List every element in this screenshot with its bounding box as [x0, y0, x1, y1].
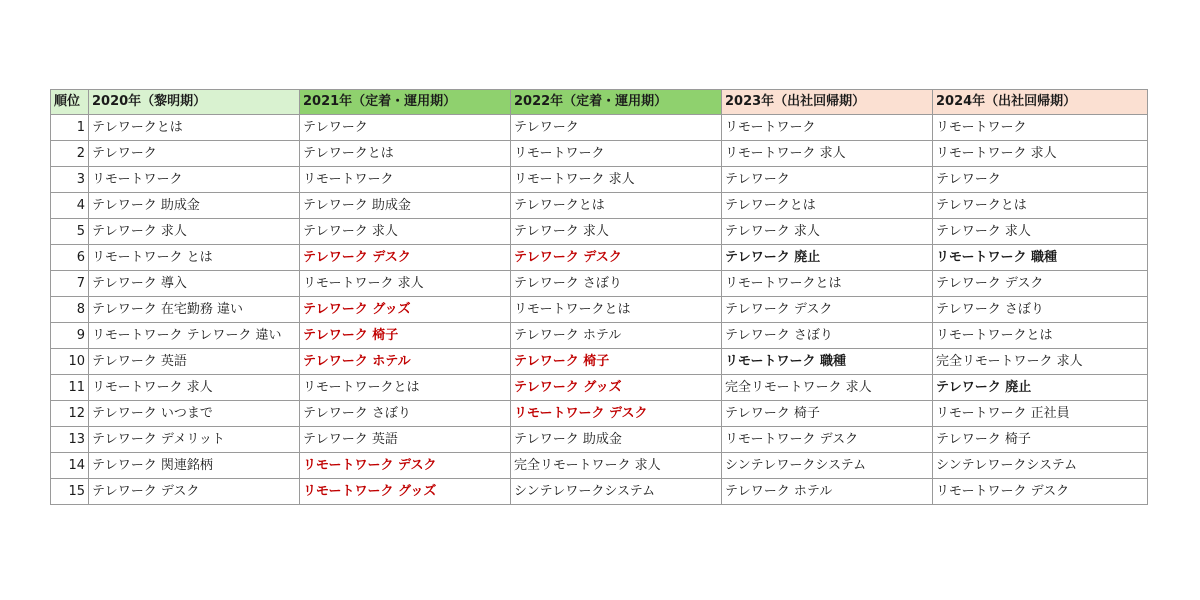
keyword-cell: テレワーク 助成金	[511, 427, 722, 453]
keyword-cell: 完全リモートワーク 求人	[933, 349, 1148, 375]
year-header-2023: 2023年（出社回帰期）	[722, 90, 933, 115]
table-row	[51, 219, 1148, 245]
keyword-cell: テレワーク グッズ	[300, 297, 511, 323]
keyword-cell: テレワーク 椅子	[511, 349, 722, 375]
keyword-cell: テレワーク さぼり	[933, 297, 1148, 323]
table-row	[51, 479, 1148, 505]
keyword-cell: テレワーク 廃止	[722, 245, 933, 271]
keyword-cell: テレワーク 英語	[89, 349, 300, 375]
keyword-cell: テレワーク ホテル	[300, 349, 511, 375]
table-row	[51, 271, 1148, 297]
keyword-cell: リモートワーク 求人	[300, 271, 511, 297]
rank-cell: 9	[51, 323, 89, 349]
keyword-cell: テレワーク デスク	[933, 271, 1148, 297]
keyword-cell: テレワーク 求人	[300, 219, 511, 245]
keyword-cell: テレワーク デスク	[722, 297, 933, 323]
keyword-cell: リモートワーク 職種	[722, 349, 933, 375]
rank-cell: 5	[51, 219, 89, 245]
keyword-cell: リモートワーク 正社員	[933, 401, 1148, 427]
year-header-2022: 2022年（定着・運用期）	[511, 90, 722, 115]
keyword-cell: テレワーク	[933, 167, 1148, 193]
keyword-cell: リモートワーク デスク	[300, 453, 511, 479]
keyword-cell: リモートワークとは	[933, 323, 1148, 349]
table-row	[51, 167, 1148, 193]
year-header-2021: 2021年（定着・運用期）	[300, 90, 511, 115]
keyword-cell: テレワーク デスク	[300, 245, 511, 271]
keyword-cell: テレワークとは	[933, 193, 1148, 219]
keyword-cell: リモートワークとは	[722, 271, 933, 297]
keyword-cell: 完全リモートワーク 求人	[722, 375, 933, 401]
keyword-cell: リモートワークとは	[300, 375, 511, 401]
keyword-cell: リモートワーク テレワーク 違い	[89, 323, 300, 349]
keyword-cell: テレワーク グッズ	[511, 375, 722, 401]
keyword-cell: テレワーク デメリット	[89, 427, 300, 453]
keyword-cell: テレワーク 関連銘柄	[89, 453, 300, 479]
keyword-cell: テレワーク デスク	[89, 479, 300, 505]
table-row	[51, 141, 1148, 167]
table-body	[51, 115, 1148, 505]
keyword-cell: リモートワーク 職種	[933, 245, 1148, 271]
keyword-cell: テレワーク いつまで	[89, 401, 300, 427]
keyword-cell: リモートワーク	[89, 167, 300, 193]
rank-cell: 7	[51, 271, 89, 297]
rank-cell: 12	[51, 401, 89, 427]
keyword-cell: テレワーク	[511, 115, 722, 141]
year-header-2020: 2020年（黎明期）	[89, 90, 300, 115]
keyword-cell: リモートワーク	[722, 115, 933, 141]
keyword-cell: テレワーク 求人	[722, 219, 933, 245]
rank-cell: 11	[51, 375, 89, 401]
keyword-cell: テレワーク 椅子	[722, 401, 933, 427]
table-row	[51, 427, 1148, 453]
keyword-cell: リモートワーク とは	[89, 245, 300, 271]
keyword-cell: テレワーク ホテル	[722, 479, 933, 505]
keyword-cell: テレワーク 助成金	[300, 193, 511, 219]
keyword-cell: リモートワーク デスク	[511, 401, 722, 427]
keyword-cell: リモートワーク	[511, 141, 722, 167]
keyword-cell: テレワーク 椅子	[933, 427, 1148, 453]
table-row	[51, 401, 1148, 427]
keyword-cell: テレワーク さぼり	[722, 323, 933, 349]
rank-cell: 10	[51, 349, 89, 375]
keyword-cell: テレワーク デスク	[511, 245, 722, 271]
table-row	[51, 115, 1148, 141]
keyword-cell: リモートワーク	[933, 115, 1148, 141]
table-row	[51, 349, 1148, 375]
keyword-cell: テレワーク 求人	[89, 219, 300, 245]
keyword-cell: テレワーク ホテル	[511, 323, 722, 349]
rank-cell: 2	[51, 141, 89, 167]
keyword-cell: テレワーク 助成金	[89, 193, 300, 219]
rank-cell: 13	[51, 427, 89, 453]
header-row	[51, 90, 1148, 115]
keyword-cell: リモートワーク 求人	[511, 167, 722, 193]
keyword-cell: テレワーク	[300, 115, 511, 141]
keyword-cell: テレワークとは	[89, 115, 300, 141]
table-row	[51, 323, 1148, 349]
rank-cell: 1	[51, 115, 89, 141]
keyword-cell: テレワークとは	[511, 193, 722, 219]
year-header-2024: 2024年（出社回帰期）	[933, 90, 1148, 115]
rank-cell: 8	[51, 297, 89, 323]
keyword-cell: シンテレワークシステム	[933, 453, 1148, 479]
keyword-cell: テレワーク 求人	[511, 219, 722, 245]
keyword-cell: リモートワーク	[300, 167, 511, 193]
keyword-cell: シンテレワークシステム	[722, 453, 933, 479]
keyword-cell: リモートワークとは	[511, 297, 722, 323]
rank-cell: 6	[51, 245, 89, 271]
keyword-cell: テレワーク 英語	[300, 427, 511, 453]
table-row	[51, 245, 1148, 271]
keyword-cell: テレワーク 廃止	[933, 375, 1148, 401]
keyword-cell: テレワーク	[89, 141, 300, 167]
table-row	[51, 297, 1148, 323]
keyword-cell: リモートワーク グッズ	[300, 479, 511, 505]
keyword-cell: 完全リモートワーク 求人	[511, 453, 722, 479]
rank-cell: 14	[51, 453, 89, 479]
table-row	[51, 193, 1148, 219]
keyword-cell: シンテレワークシステム	[511, 479, 722, 505]
rank-header: 順位	[51, 90, 89, 115]
keyword-cell: テレワーク さぼり	[300, 401, 511, 427]
keyword-cell: テレワーク	[722, 167, 933, 193]
keyword-cell: テレワーク 椅子	[300, 323, 511, 349]
rank-cell: 15	[51, 479, 89, 505]
keyword-cell: リモートワーク デスク	[933, 479, 1148, 505]
keyword-cell: テレワークとは	[722, 193, 933, 219]
table-row	[51, 453, 1148, 479]
keyword-cell: テレワーク 導入	[89, 271, 300, 297]
keyword-cell: リモートワーク 求人	[933, 141, 1148, 167]
keyword-cell: テレワーク さぼり	[511, 271, 722, 297]
keyword-cell: テレワーク 求人	[933, 219, 1148, 245]
keyword-cell: リモートワーク 求人	[722, 141, 933, 167]
keyword-cell: リモートワーク 求人	[89, 375, 300, 401]
keyword-cell: リモートワーク デスク	[722, 427, 933, 453]
table-row	[51, 375, 1148, 401]
rank-cell: 4	[51, 193, 89, 219]
keyword-ranking-table	[50, 89, 1148, 505]
keyword-cell: テレワークとは	[300, 141, 511, 167]
keyword-cell: テレワーク 在宅勤務 違い	[89, 297, 300, 323]
rank-cell: 3	[51, 167, 89, 193]
table-header	[51, 90, 1148, 115]
